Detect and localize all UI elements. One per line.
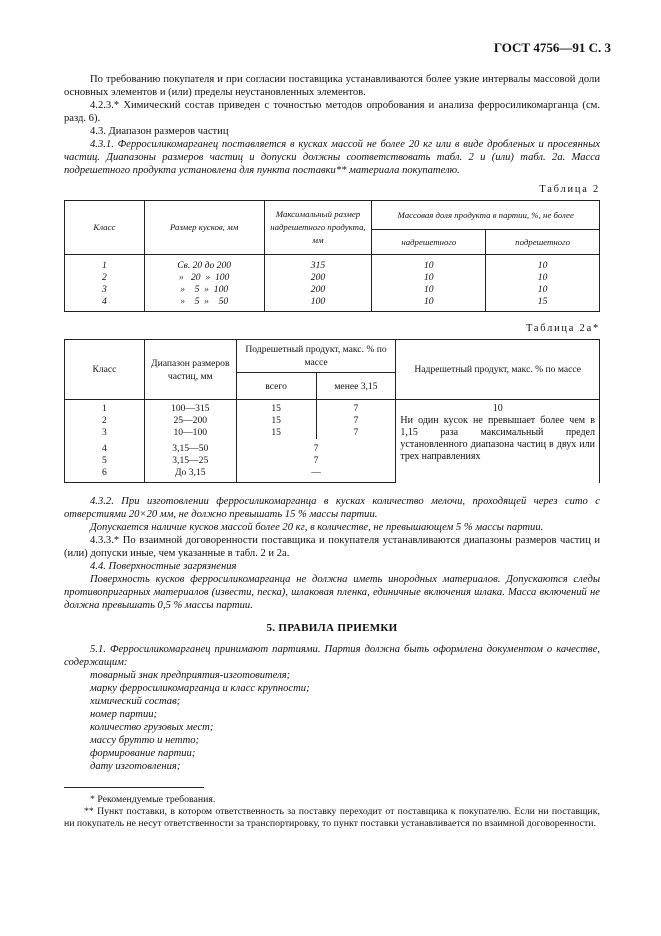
table-row — [65, 272, 600, 284]
cell: 6 — [65, 467, 145, 483]
cell: — — [236, 467, 396, 483]
cell: 7 — [316, 427, 396, 439]
footnote-divider — [64, 787, 204, 788]
cell: 7 — [236, 439, 396, 455]
cell: 315 — [264, 255, 372, 273]
cell: 2 — [65, 272, 145, 284]
cell: 15 — [236, 400, 316, 416]
cell: 200 — [264, 284, 372, 296]
column-header: Класс — [65, 201, 145, 255]
list-item: дату изготовления; — [90, 761, 181, 772]
list-item: номер партии; — [90, 709, 158, 720]
paragraph: По требованию покупателя и при согласии поставщика устанавливаются более узкие интервалы массовой доли основных элементов и (или) пределы неустановленных элементов. — [64, 74, 600, 98]
column-header: надрешетного — [372, 230, 486, 255]
column-header: Подрешетный продукт, макс. % по массе — [236, 340, 396, 373]
cell: До 3,15 — [144, 467, 236, 483]
page-header: ГОСТ 4756—91 С. 3 — [493, 40, 611, 55]
column-header: Массовая доля продукта в партии, %, не более — [372, 201, 600, 230]
cell: 15 — [236, 427, 316, 439]
column-header: подрешетного — [486, 230, 600, 255]
list-item: марку ферросиликомарганца и класс крупности; — [90, 683, 310, 694]
cell: 15 — [236, 415, 316, 427]
oversize-note: Ни один кусок не превышает более чем в 1,15 раза максимальный предел установленного диапазона частиц в двух или трех направлениях — [400, 415, 595, 462]
oversize-cell — [396, 400, 600, 483]
cell: 7 — [316, 415, 396, 427]
cell: 15 — [486, 296, 600, 312]
paragraph: 4.3.3.* По взаимной договоренности поставщика и покупателя устанавливаются диапазоны размеров частиц и (или) допуски иные, чем указанные в табл. 2 и 2а. — [64, 535, 600, 559]
cell: 2 — [65, 415, 145, 427]
table-row — [65, 255, 600, 273]
paragraph: 4.3.1. Ферросиликомарганец поставляется в кусках массой не более 20 кг или в виде дробленых и просеянных частиц. Диапазоны размеров частиц и допуски должны соответствовать табл. 2 и (или) табл. 2а. Масса подрешетного продукта установлена для пункта поставки** материала покупателю. — [64, 139, 600, 176]
table-2 — [64, 200, 600, 312]
cell: Св. 20 до 200 — [144, 255, 264, 273]
paragraph: 5.1. Ферросиликомарганец принимают партиями. Партия должна быть оформлена документом о качестве, содержащим: — [64, 644, 600, 668]
cell: 7 — [316, 400, 396, 416]
column-header: менее 3,15 — [316, 373, 396, 400]
table-row — [65, 400, 600, 416]
cell: 3,15—50 — [144, 439, 236, 455]
cell: 10 — [372, 296, 486, 312]
paragraph: 4.3.2. При изготовлении ферросиликомарганца в кусках количество мелочи, проходящей через сито с отверстиями 20×20 мм, не должно превышать 15 % массы партии. — [64, 496, 600, 520]
cell: 10 — [486, 272, 600, 284]
list-item: товарный знак предприятия-изготовителя; — [90, 670, 291, 681]
cell: » 5 » 50 — [144, 296, 264, 312]
table-row — [65, 284, 600, 296]
cell: 4 — [65, 296, 145, 312]
cell: 5 — [65, 455, 145, 467]
paragraph: Поверхность кусков ферросиликомарганца не должна иметь инородных материалов. Допускаются следы противопригарных материалов (извести, песка), шлаковая пленка, единичные включения шлака. Масса включений не должна превышать 0,5 % массы партии. — [64, 574, 600, 611]
oversize-value: 10 — [492, 403, 503, 414]
list-item: химический состав; — [90, 696, 181, 707]
cell: 1 — [65, 400, 145, 416]
paragraph: 4.2.3.* Химический состав приведен с точностью методов опробования и анализа ферросиликомарганца (см. разд. 6). — [64, 100, 600, 124]
cell: 200 — [264, 272, 372, 284]
column-header: Класс — [65, 340, 145, 400]
cell: » 5 » 100 — [144, 284, 264, 296]
table-row — [65, 296, 600, 312]
table-2a-caption: Таблица 2а* — [525, 323, 600, 334]
cell: 1 — [65, 255, 145, 273]
list-item: массу брутто и нетто; — [90, 735, 200, 746]
column-header: Диапазон размеров частиц, мм — [144, 340, 236, 400]
cell: 10—100 — [144, 427, 236, 439]
footnote: * Рекомендуемые требования. — [90, 794, 216, 805]
list-item: количество грузовых мест; — [90, 722, 214, 733]
column-header: Надрешетный продукт, макс. % по массе — [396, 340, 600, 400]
paragraph-heading: 4.3. Диапазон размеров частиц — [90, 126, 229, 137]
document-body — [64, 73, 600, 830]
table-2a — [64, 339, 600, 483]
column-header: Размер кусков, мм — [144, 201, 264, 255]
paragraph: Допускается наличие кусков массой более 20 кг, в количестве, не превышающем 5 % массы партии. — [90, 522, 544, 533]
table-2-caption: Таблица 2 — [539, 184, 600, 195]
cell: 7 — [236, 455, 396, 467]
cell: 3 — [65, 284, 145, 296]
list-item: формирование партии; — [90, 748, 196, 759]
cell: 100 — [264, 296, 372, 312]
cell: » 20 » 100 — [144, 272, 264, 284]
column-header: всего — [236, 373, 316, 400]
cell: 10 — [372, 272, 486, 284]
cell: 10 — [372, 255, 486, 273]
column-header: Максимальный размер надрешетного продукта, мм — [264, 201, 372, 255]
cell: 3,15—25 — [144, 455, 236, 467]
cell: 10 — [372, 284, 486, 296]
cell: 25—200 — [144, 415, 236, 427]
cell: 4 — [65, 439, 145, 455]
footnote: ** Пункт поставки, в котором ответственность за поставку переходит от поставщика к покупателю. Если ни поставщик, ни покупатель не несут ответственности за транспортировку, то пункт поставки устанавливается по взаимной договоренности. — [64, 806, 600, 829]
section-title: 5. ПРАВИЛА ПРИЕМКИ — [266, 622, 398, 634]
cell: 3 — [65, 427, 145, 439]
paragraph-heading: 4.4. Поверхностные загрязнения — [90, 561, 237, 572]
cell: 100—315 — [144, 400, 236, 416]
cell: 10 — [486, 255, 600, 273]
cell: 10 — [486, 284, 600, 296]
